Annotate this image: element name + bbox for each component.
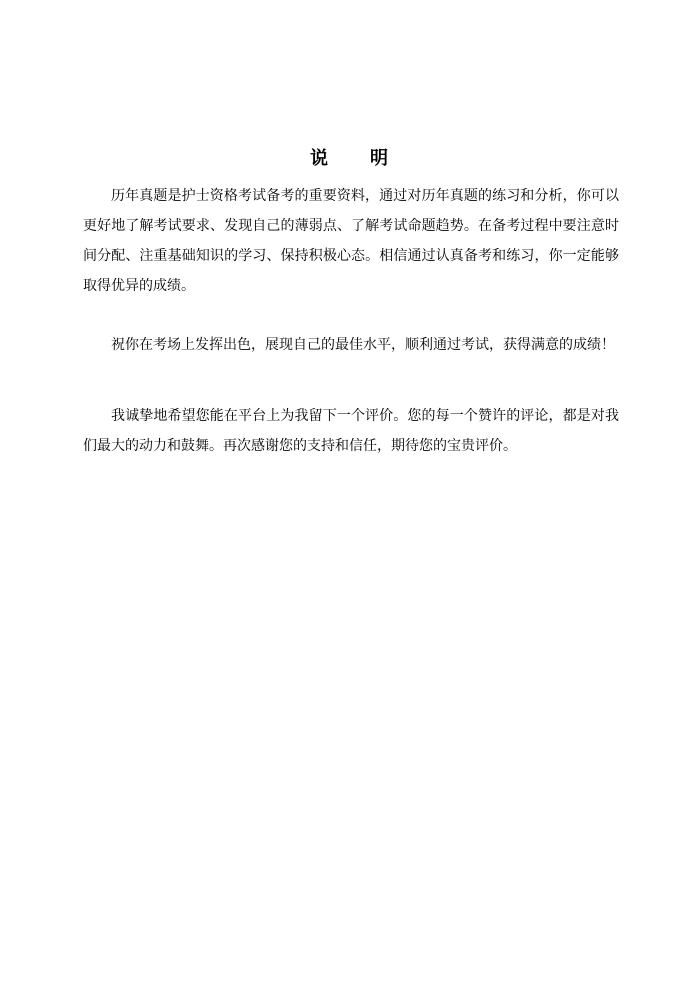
wishes-paragraph: 祝你在考场上发挥出色，展现自己的最佳水平，顺利通过考试，获得满意的成绩！ [111,337,615,353]
review-request-paragraph: 我诚挚地希望您能在平台上为我留下一个评价。您的每一个赞许的评论，都是对我们最大的动力和鼓舞。再次感谢您的支持和信任，期待您的宝贵评价。 [83,408,619,454]
page-title: 说 明 [310,148,390,169]
intro-paragraph: 历年真题是护士资格考试备考的重要资料，通过对历年真题的练习和分析，你可以更好地了解考试要求、发现自己的薄弱点、了解考试命题趋势。在备考过程中要注意时间分配、注重基础知识的学习、保持积极心态。相信通过认真备考和练习，你一定能够取得优异的成绩。 [83,188,619,294]
